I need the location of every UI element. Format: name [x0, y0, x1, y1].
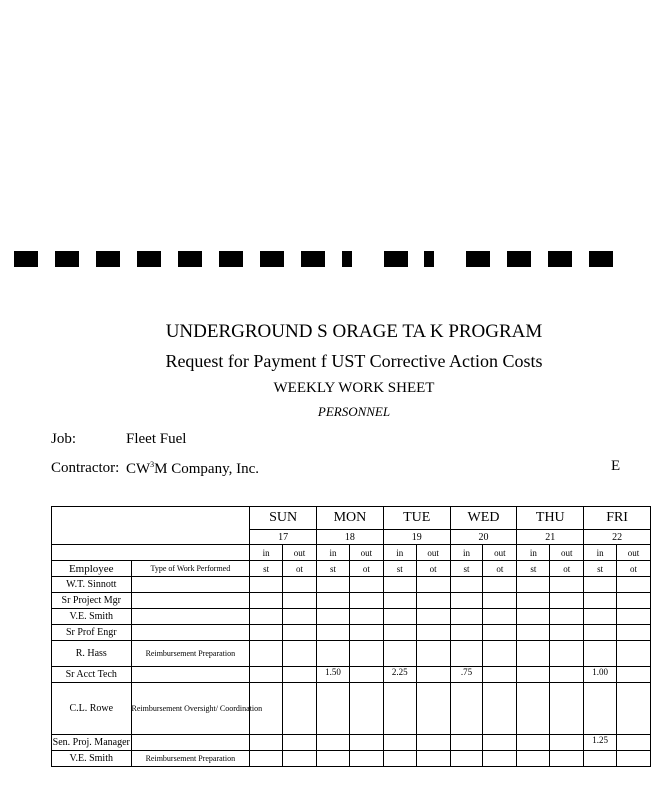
hours-cell [517, 735, 550, 751]
dash-mark [55, 251, 79, 267]
table-row [52, 609, 651, 625]
employee-cell: V.E. Smith [52, 751, 132, 767]
hours-cell [450, 593, 483, 609]
hours-cell: .75 [450, 667, 483, 683]
st-label: st [584, 561, 617, 577]
blank-header-cell [52, 507, 250, 545]
hours-cell [617, 667, 651, 683]
work-type-cell: Reimbursement Preparation [131, 751, 250, 767]
hours-cell [349, 593, 383, 609]
hours-cell [517, 577, 550, 593]
hours-cell [283, 751, 317, 767]
table-row [52, 735, 651, 751]
hours-cell [617, 625, 651, 641]
hours-cell [483, 625, 517, 641]
hours-cell [317, 683, 350, 735]
hours-cell [450, 735, 483, 751]
in-label: in [450, 545, 483, 561]
hours-cell [550, 751, 584, 767]
hours-cell [349, 683, 383, 735]
dash-mark [548, 251, 572, 267]
day-date: 20 [450, 530, 517, 545]
day-date: 17 [250, 530, 317, 545]
hours-cell [416, 683, 450, 735]
hours-cell [483, 683, 517, 735]
work-type-cell [131, 625, 250, 641]
st-label: st [450, 561, 483, 577]
out-label: out [349, 545, 383, 561]
hours-cell [250, 735, 283, 751]
contractor-value [126, 460, 259, 478]
ot-label: ot [416, 561, 450, 577]
work-type-cell [131, 735, 250, 751]
hours-cell [283, 609, 317, 625]
hours-cell [317, 625, 350, 641]
hours-cell [517, 667, 550, 683]
hours-cell [416, 577, 450, 593]
hours-cell [584, 593, 617, 609]
hours-cell [483, 609, 517, 625]
hours-cell [317, 609, 350, 625]
hours-cell: 1.00 [584, 667, 617, 683]
hours-cell [383, 751, 416, 767]
hours-cell [283, 667, 317, 683]
hours-cell [450, 625, 483, 641]
blank-cell [52, 545, 250, 561]
hours-cell [317, 735, 350, 751]
job-label: Job: [51, 431, 77, 447]
hours-cell: 1.50 [317, 667, 350, 683]
hours-cell [550, 667, 584, 683]
day-name: THU [517, 507, 584, 530]
ot-label: ot [550, 561, 584, 577]
table-row [52, 667, 651, 683]
hours-cell [550, 609, 584, 625]
hours-cell [283, 683, 317, 735]
program-title: UNDERGROUND S ORAGE TA K PROGRAM [165, 321, 543, 342]
hours-cell [617, 609, 651, 625]
day-date: 22 [584, 530, 651, 545]
dash-mark [96, 251, 120, 267]
hours-cell [383, 625, 416, 641]
hours-cell [317, 577, 350, 593]
day-name: WED [450, 507, 517, 530]
day-name: SUN [250, 507, 317, 530]
truncated-text: E [611, 458, 621, 474]
hours-cell [517, 593, 550, 609]
hours-cell [317, 751, 350, 767]
hours-cell [349, 625, 383, 641]
day-name: MON [317, 507, 384, 530]
st-label: st [250, 561, 283, 577]
st-label: st [317, 561, 350, 577]
day-header-row [52, 507, 651, 530]
ot-label: ot [617, 561, 651, 577]
employee-cell: Sr Prof Engr [52, 625, 132, 641]
hours-cell [283, 625, 317, 641]
ot-label: ot [349, 561, 383, 577]
hours-cell [250, 641, 283, 667]
day-date: 21 [517, 530, 584, 545]
in-out-row [52, 545, 651, 561]
hours-cell [416, 625, 450, 641]
contractor-suffix: M Company, Inc. [154, 461, 260, 477]
dash-mark [424, 251, 434, 267]
hours-cell: 2.25 [383, 667, 416, 683]
employee-cell: Sr Acct Tech [52, 667, 132, 683]
contractor-superscript: 3 [150, 460, 155, 469]
top-dash-border [0, 251, 618, 269]
hours-cell [416, 641, 450, 667]
hours-cell [383, 577, 416, 593]
ot-label: ot [483, 561, 517, 577]
work-type-header: Type of Work Performed [131, 561, 250, 577]
out-label: out [550, 545, 584, 561]
hours-cell [550, 683, 584, 735]
hours-cell [517, 641, 550, 667]
ot-label: ot [283, 561, 317, 577]
hours-cell [383, 641, 416, 667]
hours-cell [483, 577, 517, 593]
dash-mark [137, 251, 161, 267]
hours-cell [450, 577, 483, 593]
hours-cell [283, 735, 317, 751]
out-label: out [416, 545, 450, 561]
hours-cell [349, 751, 383, 767]
hours-cell [617, 735, 651, 751]
hours-cell [517, 683, 550, 735]
hours-cell [349, 609, 383, 625]
day-name: FRI [584, 507, 651, 530]
hours-cell [483, 735, 517, 751]
in-label: in [250, 545, 283, 561]
dash-mark [178, 251, 202, 267]
dash-mark [301, 251, 325, 267]
hours-cell [550, 641, 584, 667]
dash-mark [466, 251, 490, 267]
out-label: out [483, 545, 517, 561]
hours-cell [483, 641, 517, 667]
in-label: in [383, 545, 416, 561]
hours-cell [584, 625, 617, 641]
hours-cell [450, 609, 483, 625]
hours-cell [250, 577, 283, 593]
hours-cell [617, 641, 651, 667]
hours-cell [617, 683, 651, 735]
hours-cell [317, 593, 350, 609]
hours-cell [450, 641, 483, 667]
employee-cell: V.E. Smith [52, 609, 132, 625]
hours-cell [349, 667, 383, 683]
table-row [52, 593, 651, 609]
dash-mark [507, 251, 531, 267]
table-row [52, 751, 651, 767]
table-row [52, 577, 651, 593]
st-label: st [383, 561, 416, 577]
work-type-cell [131, 667, 250, 683]
hours-cell [349, 577, 383, 593]
request-subtitle: Request for Payment f UST Corrective Action Costs [165, 351, 543, 371]
contractor-prefix: CW [126, 461, 151, 477]
hours-cell [550, 735, 584, 751]
hours-cell [550, 625, 584, 641]
day-name: TUE [383, 507, 450, 530]
hours-cell [383, 735, 416, 751]
employee-cell: R. Hass [52, 641, 132, 667]
hours-cell [584, 683, 617, 735]
hours-cell [416, 609, 450, 625]
hours-cell [483, 593, 517, 609]
sheet-category: PERSONNEL [317, 404, 391, 419]
hours-cell [450, 751, 483, 767]
st-label: st [517, 561, 550, 577]
in-label: in [517, 545, 550, 561]
hours-cell [416, 667, 450, 683]
hours-cell [517, 609, 550, 625]
hours-cell [584, 577, 617, 593]
job-value: Fleet Fuel [126, 431, 187, 447]
hours-cell [584, 641, 617, 667]
column-header-row [52, 561, 651, 577]
table-row [52, 683, 651, 735]
work-type-cell [131, 577, 250, 593]
hours-cell [250, 609, 283, 625]
hours-cell [517, 751, 550, 767]
hours-cell [349, 641, 383, 667]
dash-mark [219, 251, 243, 267]
dash-mark [260, 251, 284, 267]
contractor-label: Contractor: [51, 460, 120, 476]
out-label: out [283, 545, 317, 561]
work-type-cell: Reimbursement Oversight/ Coordination [131, 683, 250, 735]
hours-cell [617, 577, 651, 593]
dash-mark [384, 251, 408, 267]
employee-cell: Sr Project Mgr [52, 593, 132, 609]
hours-cell [250, 625, 283, 641]
work-type-cell [131, 593, 250, 609]
hours-cell [349, 735, 383, 751]
hours-cell [483, 667, 517, 683]
hours-cell [283, 577, 317, 593]
hours-cell [416, 751, 450, 767]
employee-cell: C.L. Rowe [52, 683, 132, 735]
hours-cell [550, 593, 584, 609]
work-type-cell: Reimbursement Preparation [131, 641, 250, 667]
table-row [52, 625, 651, 641]
hours-cell [317, 641, 350, 667]
hours-cell [617, 593, 651, 609]
sheet-title: WEEKLY WORK SHEET [273, 380, 435, 396]
hours-cell [250, 751, 283, 767]
hours-cell [250, 593, 283, 609]
hours-cell [584, 609, 617, 625]
hours-cell [617, 751, 651, 767]
table-row [52, 641, 651, 667]
hours-cell [550, 577, 584, 593]
dash-mark [14, 251, 38, 267]
hours-cell: 1.25 [584, 735, 617, 751]
hours-cell [450, 683, 483, 735]
weekly-work-table [51, 506, 651, 767]
hours-cell [517, 625, 550, 641]
hours-cell [416, 735, 450, 751]
hours-cell [483, 751, 517, 767]
hours-cell [584, 751, 617, 767]
hours-cell [383, 609, 416, 625]
out-label: out [617, 545, 651, 561]
dash-mark [589, 251, 613, 267]
employee-cell: W.T. Sinnott [52, 577, 132, 593]
employee-cell: Sen. Proj. Manager [52, 735, 132, 751]
hours-cell [283, 593, 317, 609]
employee-header: Employee [52, 561, 132, 577]
hours-cell [283, 641, 317, 667]
hours-cell [383, 593, 416, 609]
work-type-cell [131, 609, 250, 625]
day-date: 19 [383, 530, 450, 545]
in-label: in [584, 545, 617, 561]
in-label: in [317, 545, 350, 561]
dash-mark [342, 251, 352, 267]
hours-cell [416, 593, 450, 609]
day-date: 18 [317, 530, 384, 545]
hours-cell [383, 683, 416, 735]
hours-cell [250, 667, 283, 683]
